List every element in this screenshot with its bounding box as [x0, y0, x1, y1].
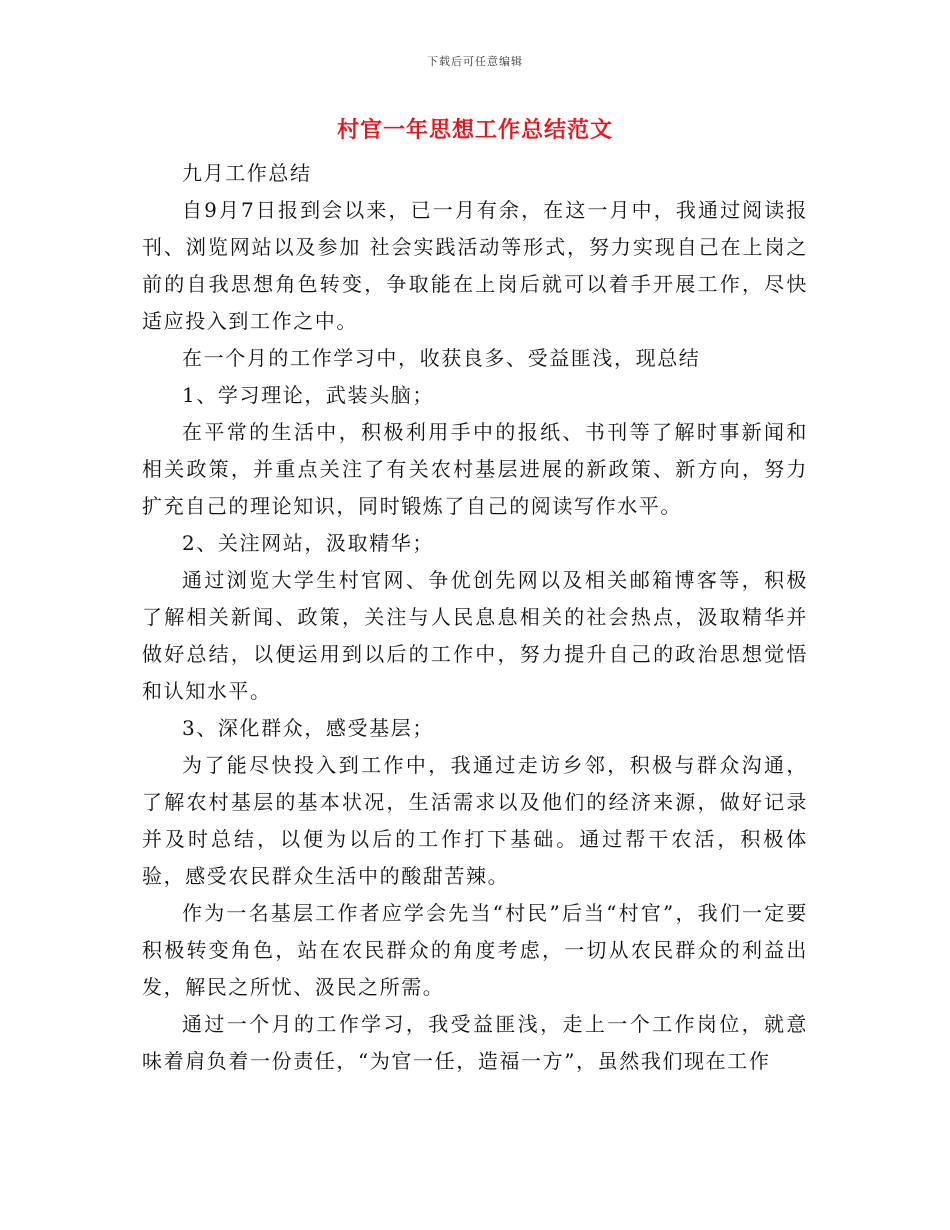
paragraph-point-2-heading: 2、关注网站，汲取精华； — [182, 531, 434, 555]
paragraph-section-heading: 九月工作总结 — [182, 161, 312, 185]
paragraph-summary-lead: 在一个月的工作学习中，收获良多、受益匪浅，现总结 — [182, 346, 701, 370]
paragraph-point-1-body: 在平常的生活中，积极利用手中的报纸、书刊等了解时事新闻和相关政策，并重点关注了有关农村基层进展的新政策、新方向，努力扩充自己的理论知识，同时锻炼了自己的阅读写作水平。 — [142, 420, 808, 518]
paragraph-point-2-body: 通过浏览大学生村官网、争优创先网以及相关邮箱博客等，积极了解相关新闻、政策，关注与人民息息相关的社会热点，汲取精华并做好总结，以便运用到以后的工作中，努力提升自己的政治思想觉悟和认知水平。 — [142, 568, 808, 703]
paragraph-point-1-heading: 1、学习理论，武装头脑； — [182, 383, 434, 407]
document-title: 村官一年思想工作总结范文 — [336, 117, 613, 143]
paragraph-conclusion: 通过一个月的工作学习，我受益匪浅，走上一个工作岗位，就意味着肩负着一份责任，“为官一任，造福一方”，虽然我们现在工作 — [142, 1012, 808, 1073]
paragraph-intro: 自9月7日报到会以来，已一月有余，在这一月中，我通过阅读报刊、浏览网站以及参加 社会实践活动等形式，努力实现自己在上岗之前的自我思想角色转变，争取能在上岗后就可以着手开展工作，尽快适应投入到工作之中。 — [142, 198, 808, 333]
document-body — [142, 155, 808, 1080]
paragraph-role-change: 作为一名基层工作者应学会先当“村民”后当“村官”，我们一定要积极转变角色，站在农民群众的角度考虑，一切从农民群众的利益出发，解民之所忧、汲民之所需。 — [142, 901, 808, 999]
paragraph-point-3-body: 为了能尽快投入到工作中，我通过走访乡邻，积极与群众沟通，了解农村基层的基本状况，生活需求以及他们的经济来源，做好记录并及时总结，以便为以后的工作打下基础。通过帮干农活，积极体验，感受农民群众生活中的酸甜苦辣。 — [142, 753, 808, 888]
paragraph-point-3-heading: 3、深化群众，感受基层； — [182, 716, 434, 740]
header-note: 下载后可任意编辑 — [427, 55, 523, 68]
